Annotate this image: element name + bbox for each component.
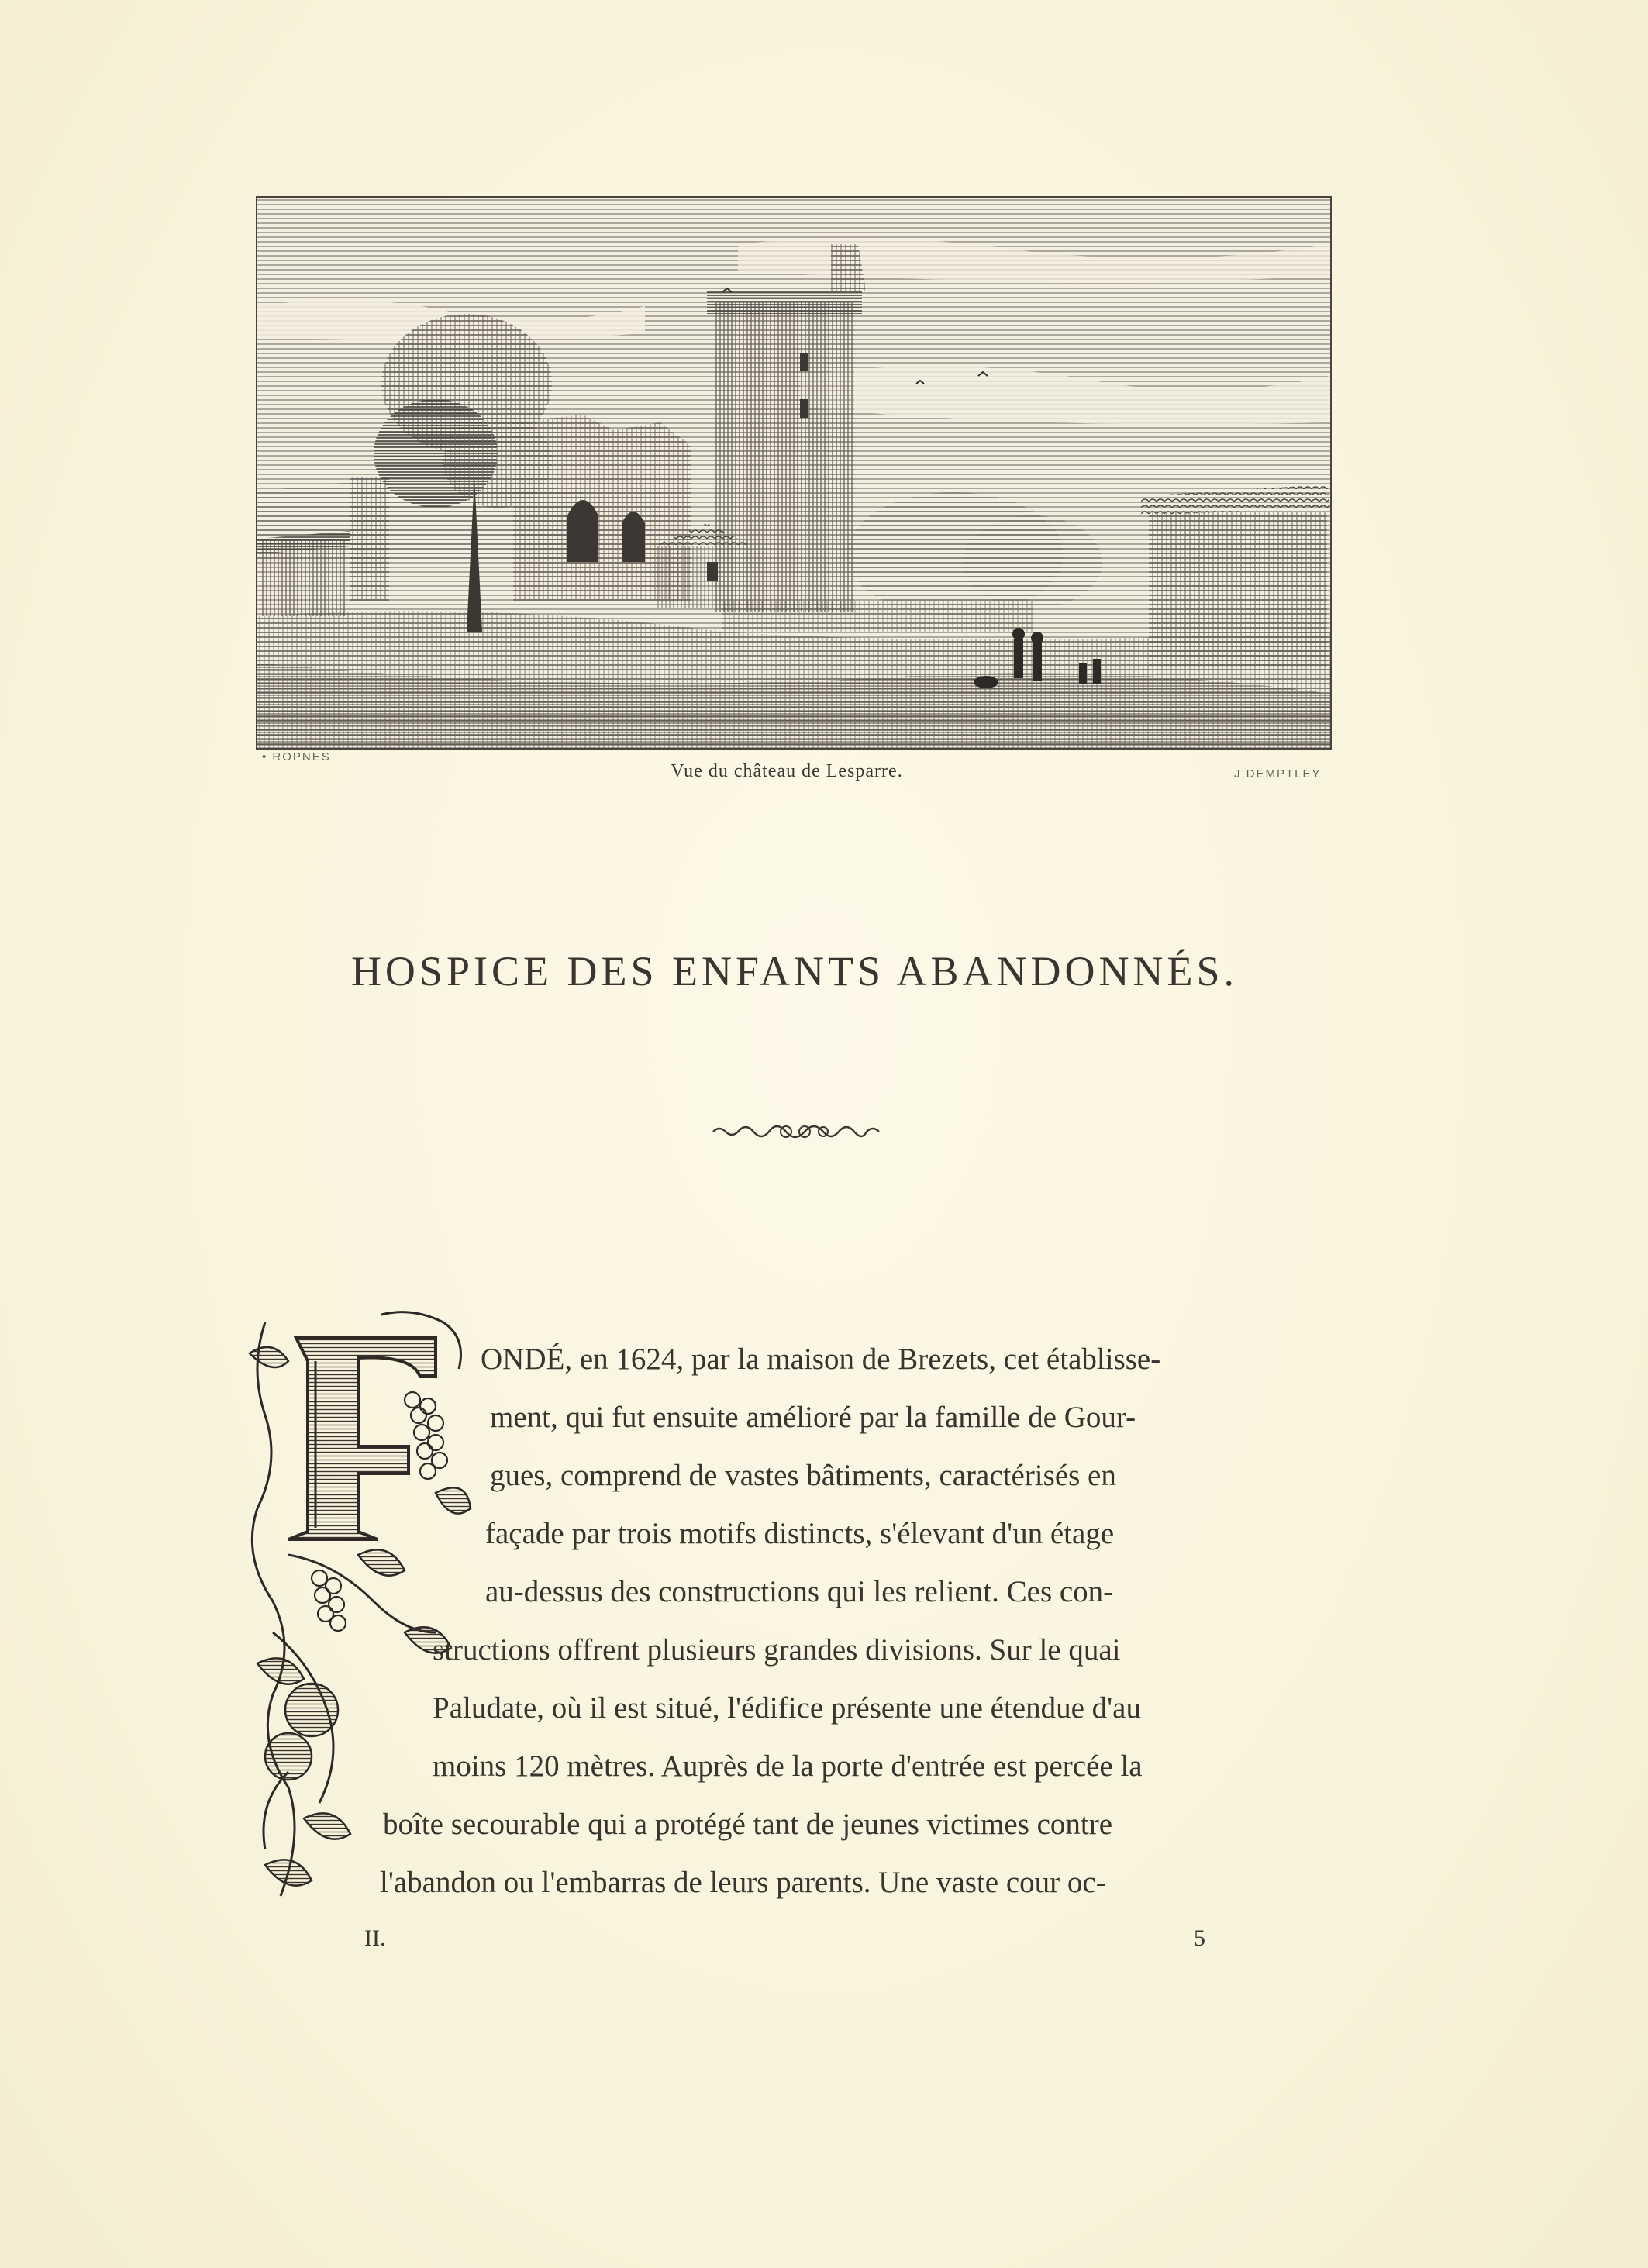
- chateau-engraving: [256, 196, 1332, 750]
- engraver-credit-right: J.DEMPTLEY: [1234, 767, 1322, 781]
- body-line-2: ment, qui fut ensuite amélioré par la famille de Gour-: [490, 1401, 1136, 1434]
- body-line-7: Paludate, où il est situé, l'édifice présente une étendue d'au: [433, 1691, 1141, 1725]
- body-line-9: boîte secourable qui a protégé tant de jeunes victimes contre: [383, 1808, 1113, 1841]
- chapter-title: HOSPICE DES ENFANTS ABANDONNÉS.: [350, 948, 1239, 994]
- engraving-caption: Vue du château de Lesparre.: [671, 761, 903, 781]
- body-line-6: structions offrent plusieurs grandes divisions. Sur le quai: [433, 1633, 1121, 1667]
- ornament-divider: [712, 1116, 881, 1147]
- body-line-4: façade par trois motifs distincts, s'élevant d'un étage: [485, 1517, 1115, 1550]
- engraver-credit-left: • ROPNES: [262, 750, 331, 763]
- body-line-1: ONDÉ, en 1624, par la maison de Brezets, cet établisse-: [481, 1343, 1161, 1376]
- body-line-10: l'abandon ou l'embarras de leurs parents. Une vaste cour oc-: [380, 1866, 1106, 1899]
- body-line-5: au-dessus des constructions qui les relient. Ces con-: [485, 1575, 1114, 1608]
- signature-mark: II.: [364, 1925, 386, 1951]
- body-line-8: moins 120 mètres. Auprès de la porte d'entrée est percée la: [433, 1749, 1143, 1783]
- body-line-3: gues, comprend de vastes bâtiments, caractérisés en: [490, 1459, 1116, 1492]
- page-number: 5: [1194, 1925, 1205, 1951]
